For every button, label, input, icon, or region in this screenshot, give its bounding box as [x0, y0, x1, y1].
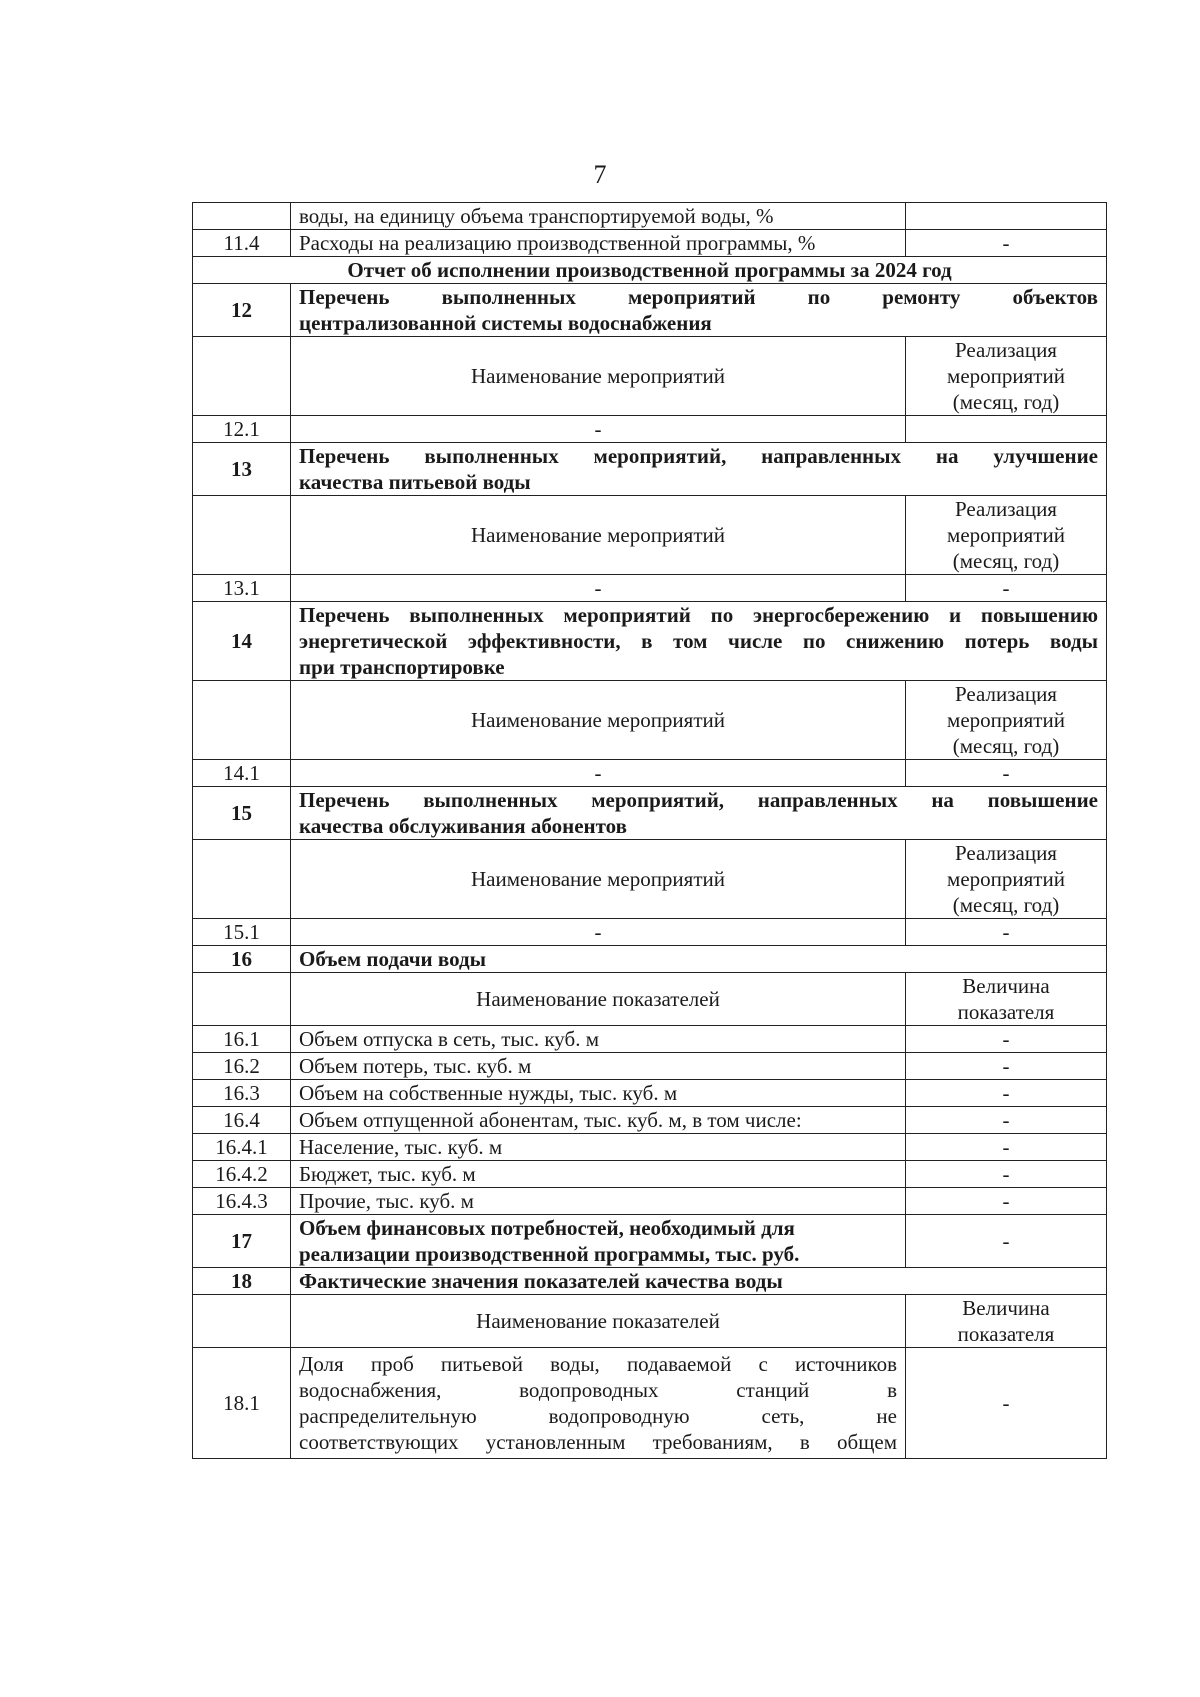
- section-title-line: Перечень выполненных мероприятий, направленных на улучшение: [299, 444, 1098, 468]
- column-header-realization: Реализация мероприятий (месяц, год): [906, 337, 1107, 416]
- row-value: -: [906, 1215, 1107, 1268]
- row-value: -: [906, 1107, 1107, 1134]
- section-header-row: [193, 787, 1107, 840]
- row-value: -: [906, 1134, 1107, 1161]
- section-header-row: [193, 946, 1107, 973]
- table-row: [193, 575, 1107, 602]
- row-value: -: [906, 1348, 1107, 1459]
- section-header-row: [193, 1268, 1107, 1295]
- section-number: 14: [193, 602, 291, 681]
- row-number: 13.1: [193, 575, 291, 602]
- table-row: [193, 416, 1107, 443]
- row-text: -: [291, 416, 906, 443]
- row-text: Объем на собственные нужды, тыс. куб. м: [291, 1080, 906, 1107]
- row-number: 11.4: [193, 230, 291, 257]
- row-value: -: [906, 1188, 1107, 1215]
- section-title-line: качества обслуживания абонентов: [299, 814, 627, 838]
- row-value: -: [906, 575, 1107, 602]
- table-row: [193, 1080, 1107, 1107]
- production-program-table: [192, 202, 1107, 1459]
- row-value: -: [906, 1080, 1107, 1107]
- row-value: -: [906, 760, 1107, 787]
- row-number: 12.1: [193, 416, 291, 443]
- row-value: -: [906, 919, 1107, 946]
- row-value: -: [906, 1161, 1107, 1188]
- row-text-line: Доля проб питьевой воды, подаваемой с источников: [299, 1352, 897, 1376]
- row-number: 14.1: [193, 760, 291, 787]
- column-header-value: Величина показателя: [906, 1295, 1107, 1348]
- section-title: [291, 602, 1107, 681]
- row-number: 16.3: [193, 1080, 291, 1107]
- table-row: [193, 919, 1107, 946]
- section-title-line: Перечень выполненных мероприятий, направленных на повышение: [299, 788, 1098, 812]
- empty-cell: [193, 337, 291, 416]
- section-title: Объем подачи воды: [291, 946, 1107, 973]
- row-value: -: [906, 1026, 1107, 1053]
- column-header-value: Величина показателя: [906, 973, 1107, 1026]
- row-number: 16.4: [193, 1107, 291, 1134]
- table-row: [193, 230, 1107, 257]
- column-header-name: Наименование показателей: [291, 1295, 906, 1348]
- column-header-name: Наименование мероприятий: [291, 496, 906, 575]
- row-number: 16.4.2: [193, 1161, 291, 1188]
- column-header-row: [193, 1295, 1107, 1348]
- row-number: 16.2: [193, 1053, 291, 1080]
- empty-cell: [193, 973, 291, 1026]
- table-row: [193, 1026, 1107, 1053]
- column-header-row: [193, 337, 1107, 416]
- section-number: 18: [193, 1268, 291, 1295]
- empty-cell: [193, 496, 291, 575]
- row-text: воды, на единицу объема транспортируемой воды, %: [291, 203, 906, 230]
- row-number: 16.4.3: [193, 1188, 291, 1215]
- section-title-line: Перечень выполненных мероприятий по ремонту объектов: [299, 285, 1098, 309]
- row-number: 15.1: [193, 919, 291, 946]
- row-value: [906, 203, 1107, 230]
- table-row: [193, 1107, 1107, 1134]
- section-title-line: энергетической эффективности, в том числе по снижению потерь воды: [299, 629, 1098, 653]
- row-text-line: распределительную водопроводную сеть, не: [299, 1404, 897, 1428]
- row-value: -: [906, 1053, 1107, 1080]
- section-title: [291, 1215, 906, 1268]
- section-title-line: централизованной системы водоснабжения: [299, 311, 712, 335]
- table-row: [193, 1161, 1107, 1188]
- column-header-row: [193, 973, 1107, 1026]
- row-text: Население, тыс. куб. м: [291, 1134, 906, 1161]
- section-title-line: при транспортировке: [299, 655, 505, 679]
- section-header-row: [193, 602, 1107, 681]
- column-header-realization: Реализация мероприятий (месяц, год): [906, 681, 1107, 760]
- table-row: [193, 1053, 1107, 1080]
- report-title: Отчет об исполнении производственной программы за 2024 год: [193, 257, 1107, 284]
- section-number: 12: [193, 284, 291, 337]
- row-text: Объем отпуска в сеть, тыс. куб. м: [291, 1026, 906, 1053]
- section-title: [291, 787, 1107, 840]
- section-title-line: Перечень выполненных мероприятий по энергосбережению и повышению: [299, 603, 1098, 627]
- section-header-row: [193, 443, 1107, 496]
- row-text: Объем отпущенной абонентам, тыс. куб. м, в том числе:: [291, 1107, 906, 1134]
- section-number: 13: [193, 443, 291, 496]
- section-number: 17: [193, 1215, 291, 1268]
- section-header-row: [193, 284, 1107, 337]
- column-header-row: [193, 840, 1107, 919]
- section-header-row: [193, 1215, 1107, 1268]
- section-title-line: качества питьевой воды: [299, 470, 531, 494]
- row-text: [291, 1348, 906, 1459]
- table-row: [193, 1188, 1107, 1215]
- empty-cell: [193, 1295, 291, 1348]
- section-number: 15: [193, 787, 291, 840]
- column-header-row: [193, 496, 1107, 575]
- column-header-realization: Реализация мероприятий (месяц, год): [906, 496, 1107, 575]
- row-number: 16.4.1: [193, 1134, 291, 1161]
- row-text: -: [291, 575, 906, 602]
- table-row: [193, 203, 1107, 230]
- row-text: Прочие, тыс. куб. м: [291, 1188, 906, 1215]
- section-title-line: реализации производственной программы, тыс. руб.: [299, 1242, 800, 1266]
- empty-cell: [193, 681, 291, 760]
- row-text: Расходы на реализацию производственной программы, %: [291, 230, 906, 257]
- table-row: [193, 1134, 1107, 1161]
- column-header-name: Наименование мероприятий: [291, 840, 906, 919]
- empty-cell: [193, 840, 291, 919]
- table-row: [193, 1348, 1107, 1459]
- row-number-cell: [193, 203, 291, 230]
- row-number: 16.1: [193, 1026, 291, 1053]
- row-text: -: [291, 919, 906, 946]
- column-header-name: Наименование показателей: [291, 973, 906, 1026]
- section-title-line: Объем финансовых потребностей, необходимый для: [299, 1216, 795, 1240]
- row-text-line: соответствующих установленным требованиям, в общем: [299, 1430, 897, 1454]
- section-title: [291, 284, 1107, 337]
- report-title-row: [193, 257, 1107, 284]
- row-number: 18.1: [193, 1348, 291, 1459]
- column-header-name: Наименование мероприятий: [291, 337, 906, 416]
- column-header-row: [193, 681, 1107, 760]
- row-text: Бюджет, тыс. куб. м: [291, 1161, 906, 1188]
- table-row: [193, 760, 1107, 787]
- row-text: -: [291, 760, 906, 787]
- page-number: 7: [593, 160, 607, 189]
- section-number: 16: [193, 946, 291, 973]
- row-text: Объем потерь, тыс. куб. м: [291, 1053, 906, 1080]
- column-header-name: Наименование мероприятий: [291, 681, 906, 760]
- column-header-realization: Реализация мероприятий (месяц, год): [906, 840, 1107, 919]
- section-title: [291, 443, 1107, 496]
- row-value: [906, 416, 1107, 443]
- section-title: Фактические значения показателей качества воды: [291, 1268, 1107, 1295]
- row-value: -: [906, 230, 1107, 257]
- row-text-line: водоснабжения, водопроводных станций в: [299, 1378, 897, 1402]
